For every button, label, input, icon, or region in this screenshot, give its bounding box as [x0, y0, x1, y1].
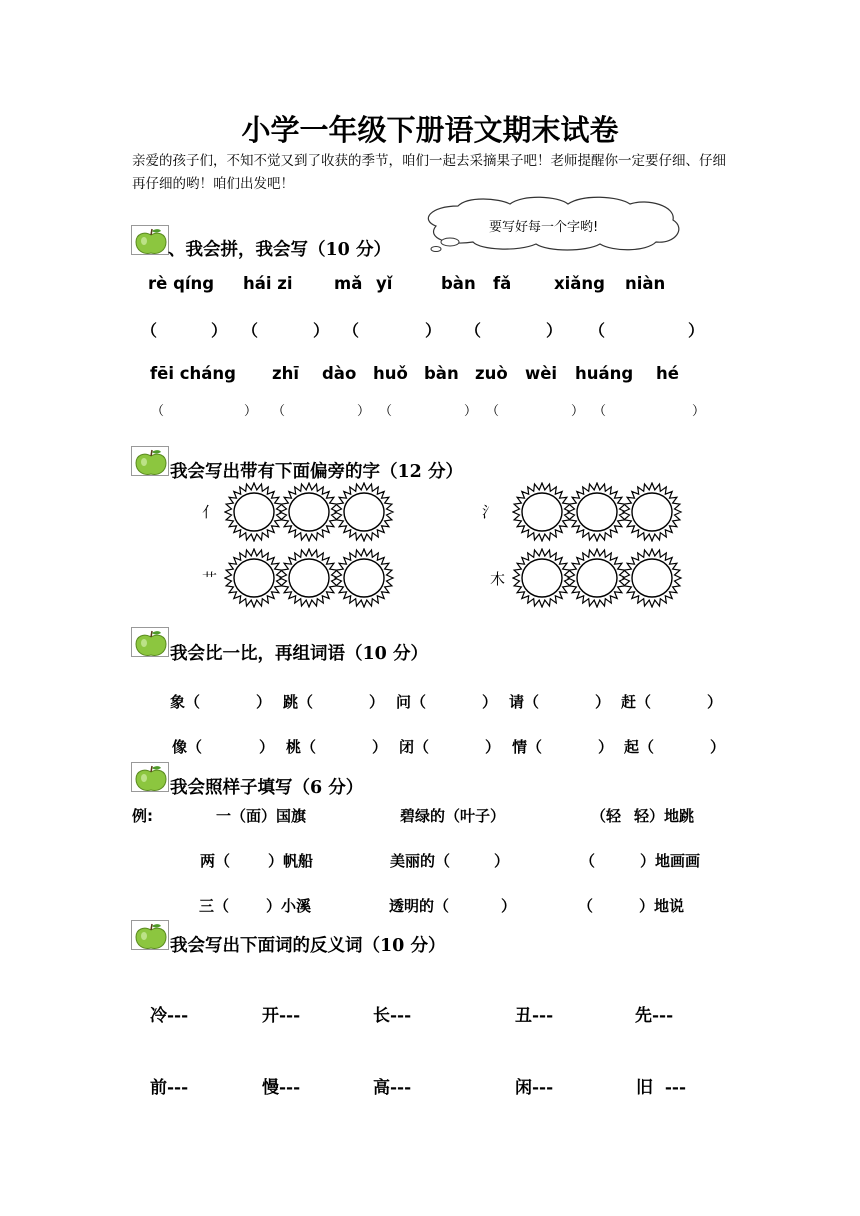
compare-word: ） [707, 693, 723, 711]
fill-item: ） [494, 852, 510, 870]
fill-item: ）小溪 [266, 897, 312, 915]
answer-paren: （ [242, 321, 259, 340]
compare-word: 跳（ [283, 693, 314, 711]
radical-label: 亻 [202, 503, 218, 521]
radical-label: 艹 [202, 570, 218, 588]
example-item: 碧绿的（叶子） [400, 807, 506, 825]
answer-paren: （ [589, 321, 606, 340]
compare-word: ） [482, 693, 498, 711]
answer-paren: ） [571, 404, 585, 419]
antonym-item: 高--- [373, 1078, 412, 1098]
fill-item: （ [578, 897, 594, 915]
compare-word: 问（ [396, 693, 427, 711]
fill-item: ）地说 [639, 897, 685, 915]
answer-paren: （ [465, 321, 482, 340]
answer-star-group [512, 548, 684, 608]
page-title: 小学一年级下册语文期末试卷 [241, 113, 619, 147]
example-label: 例: [132, 807, 153, 825]
example-item: 轻）地跳 [634, 807, 695, 825]
apple-icon [131, 920, 169, 950]
pinyin: hé [656, 364, 679, 383]
antonym-item: 长--- [373, 1006, 412, 1026]
pinyin: niàn [625, 274, 666, 293]
fill-item: ）地画画 [640, 852, 701, 870]
answer-paren: ） [425, 321, 442, 340]
compare-word: ） [598, 738, 614, 756]
fill-item: （ [580, 852, 596, 870]
compare-word: ） [372, 738, 388, 756]
answer-paren: ） [313, 321, 330, 340]
compare-word: ） [256, 693, 272, 711]
pinyin: yǐ [376, 274, 393, 293]
fill-item: 三（ [199, 897, 230, 915]
apple-icon [131, 225, 169, 255]
compare-word: 桃（ [286, 738, 317, 756]
answer-paren: （ [593, 404, 607, 419]
antonym-item: 闲--- [515, 1078, 554, 1098]
section-4-heading: 我会照样子填写（6 分） [170, 778, 364, 798]
antonym-item: 前--- [150, 1078, 189, 1098]
antonym-item: 开--- [262, 1006, 301, 1026]
answer-paren: ） [546, 321, 563, 340]
compare-word: 请（ [509, 693, 540, 711]
compare-word: 像（ [172, 738, 203, 756]
pinyin: fēi cháng [150, 364, 236, 383]
compare-word: ） [369, 693, 385, 711]
pinyin: xiǎng [554, 274, 605, 293]
cloud-text: 要写好每一个字哟! [489, 220, 599, 235]
pinyin: dào [322, 364, 357, 383]
antonym-item: 旧 --- [636, 1078, 687, 1098]
pinyin: bàn [441, 274, 476, 293]
answer-paren: ） [357, 404, 371, 419]
fill-item: ） [501, 897, 517, 915]
fill-item: ）帆船 [268, 852, 314, 870]
answer-paren: （ [151, 404, 165, 419]
answer-paren: （ [272, 404, 286, 419]
apple-icon [131, 762, 169, 792]
compare-word: ） [485, 738, 501, 756]
compare-word: ） [710, 738, 726, 756]
pinyin: mǎ [334, 274, 363, 293]
pinyin: zhī [272, 364, 300, 383]
antonym-item: 慢--- [262, 1078, 301, 1098]
pinyin: huǒ [373, 364, 408, 383]
example-item: （轻 [591, 807, 622, 825]
compare-word: 赶（ [621, 693, 652, 711]
radical-label: 木 [490, 570, 506, 588]
antonym-item: 先--- [635, 1006, 674, 1026]
compare-word: 象（ [170, 693, 201, 711]
apple-icon [131, 627, 169, 657]
fill-item: 两（ [200, 852, 231, 870]
compare-word: 起（ [624, 738, 655, 756]
pinyin: bàn [424, 364, 459, 383]
pinyin: huáng [575, 364, 634, 383]
pinyin: zuò [475, 364, 508, 383]
answer-paren: （ [486, 404, 500, 419]
answer-star-group [224, 482, 396, 542]
compare-word: ） [595, 693, 611, 711]
fill-item: 透明的（ [389, 897, 450, 915]
compare-word: ） [259, 738, 275, 756]
answer-paren: （ [379, 404, 393, 419]
antonym-item: 丑--- [515, 1006, 554, 1026]
answer-paren: ） [692, 404, 706, 419]
answer-star-group [224, 548, 396, 608]
answer-paren: ） [244, 404, 258, 419]
answer-paren: ） [211, 321, 228, 340]
answer-paren: （ [141, 321, 158, 340]
compare-word: 情（ [512, 738, 543, 756]
answer-paren: ） [688, 321, 705, 340]
antonym-item: 冷--- [150, 1006, 189, 1026]
section-1-heading: 、我会拼，我会写（10 分） [168, 240, 391, 260]
answer-paren: ） [464, 404, 478, 419]
example-item: 一（面）国旗 [216, 807, 307, 825]
pinyin: fǎ [493, 274, 512, 293]
pinyin: hái zi [243, 274, 293, 293]
section-2-heading: 我会写出带有下面偏旁的字（12 分） [170, 462, 463, 482]
answer-star-group [512, 482, 684, 542]
section-3-heading: 我会比一比，再组词语（10 分） [170, 644, 428, 664]
intro-text: 亲爱的孩子们，不知不觉又到了收获的季节，咱们一起去采摘果子吧！老师提醒你一定要仔细、仔细再仔细的哟！咱们出发吧！ [132, 153, 726, 192]
fill-item: 美丽的（ [390, 852, 451, 870]
compare-word: 闭（ [399, 738, 430, 756]
radical-label: 氵 [482, 503, 498, 521]
pinyin: wèi [525, 364, 558, 383]
apple-icon [131, 446, 169, 476]
section-5-heading: 我会写出下面词的反义词（10 分） [170, 936, 446, 956]
answer-paren: （ [343, 321, 360, 340]
pinyin: rè qíng [148, 274, 215, 293]
